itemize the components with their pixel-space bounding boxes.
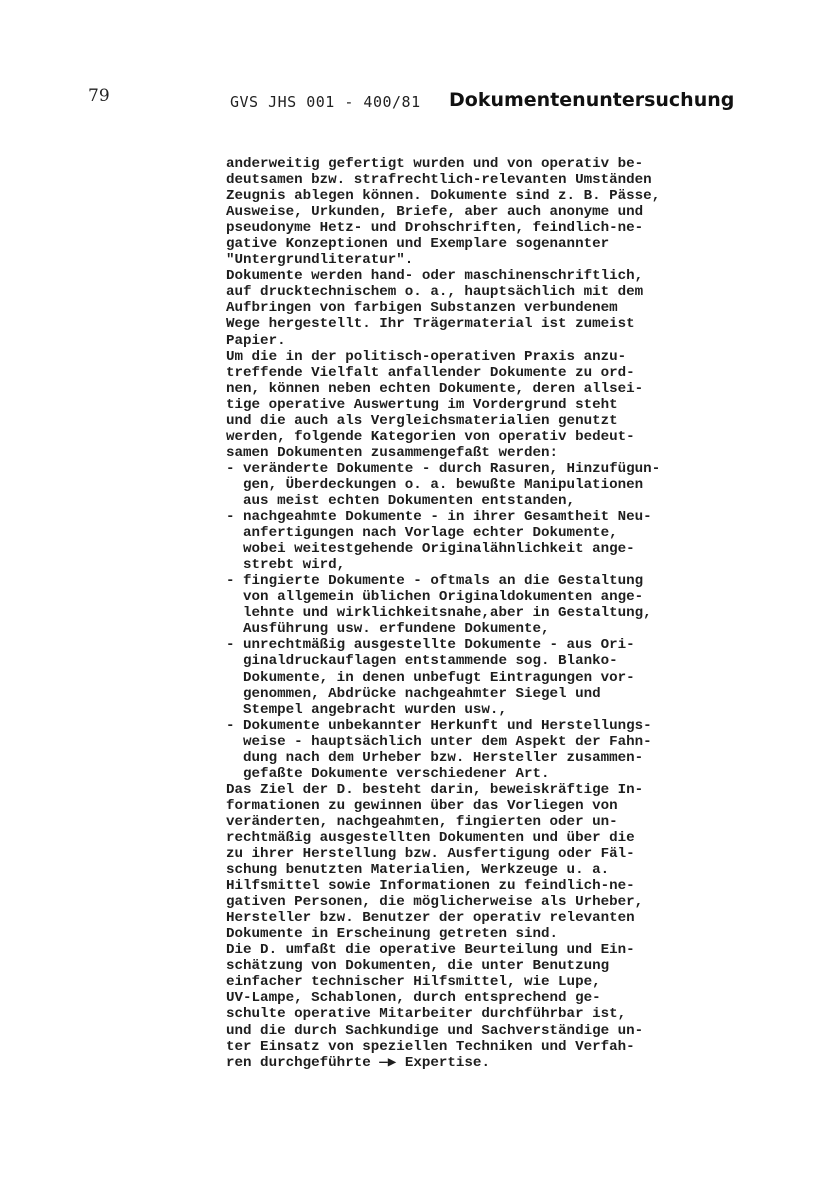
- text-line: UV-Lampe, Schablonen, durch entsprechend ge-: [226, 990, 601, 1007]
- text-line: schulte operative Mitarbeiter durchführbar ist,: [226, 1006, 627, 1023]
- body-text: [226, 156, 660, 1071]
- text-line: Aufbringen von farbigen Substanzen verbundenem: [226, 300, 618, 317]
- text-line: gen, Überdeckungen o. a. bewußte Manipulationen: [226, 476, 644, 493]
- text-line: Die D. umfaßt die operative Beurteilung und Ein-: [226, 942, 635, 959]
- text-line: formationen zu gewinnen über das Vorliegen von: [226, 797, 618, 814]
- text-line: Hilfsmittel sowie Informationen zu feindlich-ne-: [226, 878, 635, 895]
- text-line: dung nach dem Urheber bzw. Hersteller zusammen-: [226, 749, 644, 766]
- text-line: gefaßte Dokumente verschiedener Art.: [226, 765, 550, 782]
- text-line: Dokumente, in denen unbefugt Eintragungen vor-: [226, 669, 635, 686]
- text-line: lehnte und wirklichkeitsnahe,aber in Gestaltung,: [226, 605, 652, 622]
- text-line: - veränderte Dokumente - durch Rasuren, Hinzufügun-: [226, 460, 661, 477]
- text-line: einfacher technischer Hilfsmittel, wie Lupe,: [226, 974, 601, 991]
- text-line: Dokumente werden hand- oder maschinenschriftlich,: [226, 268, 644, 285]
- text-line: - fingierte Dokumente - oftmals an die Gestaltung: [226, 573, 644, 590]
- text-line: Papier.: [226, 332, 286, 349]
- text-line: Ausweise, Urkunden, Briefe, aber auch anonyme und: [226, 204, 644, 221]
- text-line: aus meist echten Dokumenten entstanden,: [226, 492, 576, 509]
- text-line: Stempel angebracht wurden usw.,: [226, 701, 507, 718]
- text-line: Zeugnis ablegen können. Dokumente sind z. B. Pässe,: [226, 188, 661, 205]
- text-line: werden, folgende Kategorien von operativ bedeut-: [226, 428, 635, 445]
- text-line: anderweitig gefertigt wurden und von operativ be-: [226, 156, 644, 172]
- text-line: deutsamen bzw. strafrechtlich-relevanten Umständen: [226, 172, 652, 189]
- text-line: treffende Vielfalt anfallender Dokumente zu ord-: [226, 364, 635, 381]
- document-code: GVS JHS 001 - 400/81: [230, 93, 421, 111]
- text-line: samen Dokumenten zusammengefaßt werden:: [226, 444, 559, 461]
- text-line: anfertigungen nach Vorlage echter Dokumente,: [226, 525, 618, 542]
- text-line: wobei weitestgehende Originalähnlichkeit ange-: [226, 541, 635, 558]
- text-line: tige operative Auswertung im Vordergrund steht: [226, 396, 618, 413]
- page-title: Dokumentenuntersuchung: [449, 89, 735, 111]
- text-line: und die durch Sachkundige und Sachverständige un-: [226, 1022, 644, 1039]
- text-line: pseudonyme Hetz- und Drohschriften, feindlich-ne-: [226, 220, 644, 237]
- text-line: genommen, Abdrücke nachgeahmter Siegel und: [226, 685, 601, 702]
- text-line: Um die in der politisch-operativen Praxis anzu-: [226, 348, 627, 365]
- text-line: von allgemein üblichen Originaldokumenten ange-: [226, 589, 644, 606]
- text-line: Ausführung usw. erfundene Dokumente,: [226, 621, 550, 638]
- text-line: gative Konzeptionen und Exemplare sogenannter: [226, 236, 610, 253]
- page-number: 79: [88, 86, 110, 106]
- text-line: Wege hergestellt. Ihr Trägermaterial ist zumeist: [226, 316, 635, 333]
- text-line: "Untergrundliteratur".: [226, 252, 414, 269]
- text-line: ter Einsatz von speziellen Techniken und Verfah-: [226, 1038, 635, 1055]
- text-line: weise - hauptsächlich unter dem Aspekt der Fahn-: [226, 733, 652, 750]
- text-line: ginaldruckauflagen entstammende sog. Blanko-: [226, 653, 618, 670]
- text-line: Dokumente in Erscheinung getreten sind.: [226, 926, 559, 943]
- text-line: Hersteller bzw. Benutzer der operativ relevanten: [226, 910, 635, 927]
- text-line: und die auch als Vergleichsmaterialien genutzt: [226, 412, 618, 429]
- text-line: - Dokumente unbekannter Herkunft und Herstellungs-: [226, 717, 652, 734]
- text-line: veränderten, nachgeahmten, fingierten oder un-: [226, 813, 618, 830]
- text-line: rechtmäßig ausgestellten Dokumenten und über die: [226, 829, 635, 846]
- text-line: nen, können neben echten Dokumente, deren allsei-: [226, 380, 644, 397]
- text-line: ren durchgeführte —▶ Expertise.: [226, 1054, 490, 1071]
- text-line: zu ihrer Herstellung bzw. Ausfertigung oder Fäl-: [226, 846, 635, 863]
- text-line: auf drucktechnischem o. a., hauptsächlich mit dem: [226, 284, 644, 301]
- text-line: Das Ziel der D. besteht darin, beweiskräftige In-: [226, 781, 644, 798]
- text-line: gativen Personen, die möglicherweise als Urheber,: [226, 894, 644, 911]
- text-line: schung benutzten Materialien, Werkzeuge u. a.: [226, 862, 610, 879]
- text-line: - unrechtmäßig ausgestellte Dokumente - aus Ori-: [226, 637, 635, 654]
- text-line: schätzung von Dokumenten, die unter Benutzung: [226, 958, 610, 975]
- text-line: strebt wird,: [226, 557, 346, 574]
- text-line: - nachgeahmte Dokumente - in ihrer Gesamtheit Neu-: [226, 509, 652, 526]
